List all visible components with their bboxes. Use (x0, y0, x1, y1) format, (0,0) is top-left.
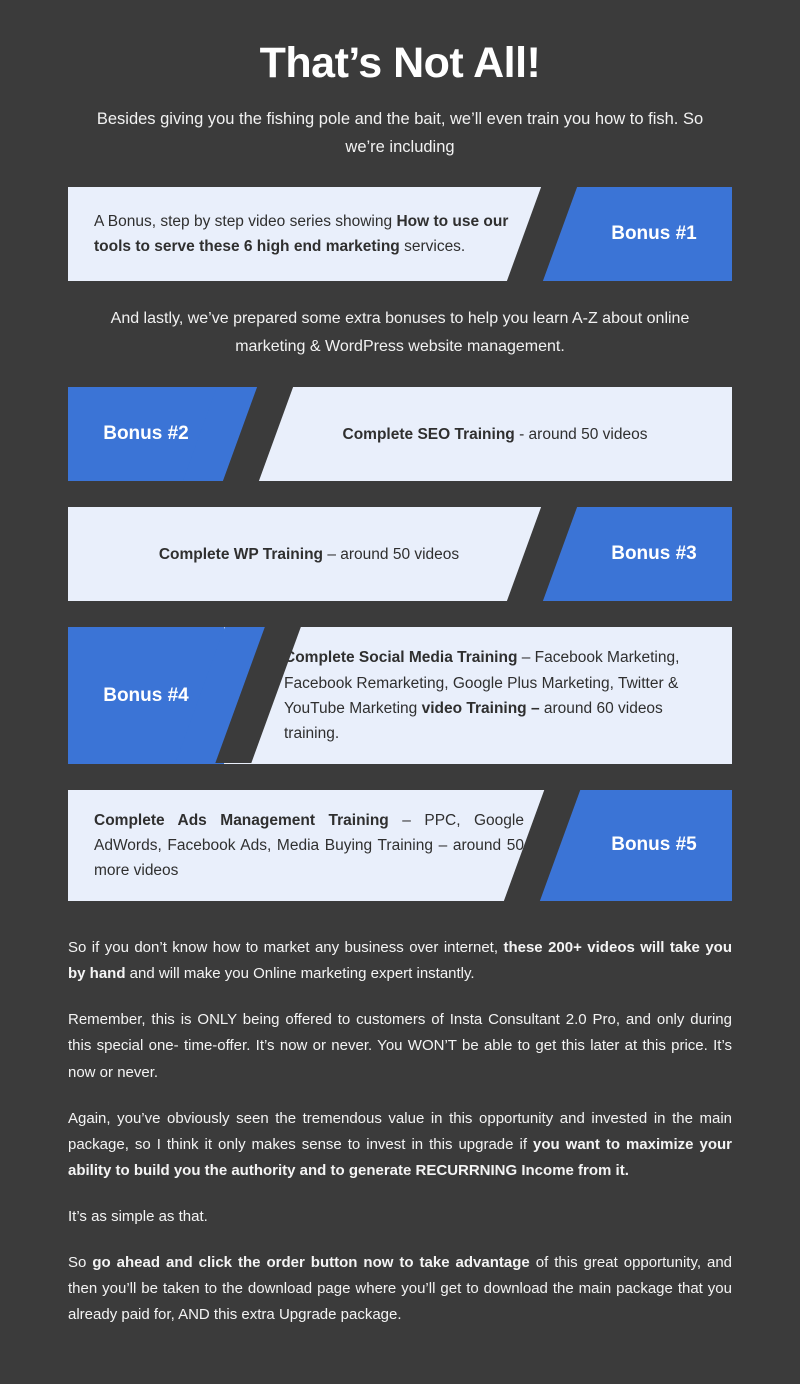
bonus-4-body (224, 627, 732, 763)
bonus-banner-1 (68, 187, 732, 281)
closing-p5-pre: So (68, 1254, 93, 1271)
bonus-3-tag-label: Bonus #3 (611, 543, 697, 565)
closing-p5-post: of this great opportunity, and then you’ll be taken to the download page where you’ll get to download the main package that you already paid for, AND this extra Upgrade package. (68, 1254, 733, 1324)
bonus-1-text-pre: A Bonus, step by step video series showing (94, 213, 397, 231)
bonus-3-text-post: – around 50 videos (323, 545, 460, 563)
closing-p1-post: and will make you Online marketing expert instantly. (125, 965, 475, 983)
bonus-4-tag-label: Bonus #4 (103, 684, 189, 706)
bonus-4-tag (68, 627, 224, 763)
page-subheading: Besides giving you the fishing pole and the bait, we’ll even train you how to fish. So we’re including (96, 110, 704, 157)
bonus-5-tag (576, 790, 732, 901)
closing-paragraph-4: It’s as simple as that. (68, 1207, 208, 1225)
closing-p1-bold: these 200+ videos will take you by hand (68, 939, 732, 983)
bonus-3-tag (576, 507, 732, 601)
closing-p1-pre: So if you don’t know how to market any business over internet, (68, 939, 504, 957)
closing-paragraph-3 (68, 1106, 732, 1184)
bonus-1-body (68, 187, 576, 281)
bonus-2-tag (68, 387, 224, 481)
bonus-5-tag-label: Bonus #5 (611, 834, 697, 856)
bonus-5-text-post: – PPC, Google AdWords, Facebook Ads, Media Buying Training – around 50 more videos (94, 811, 524, 880)
closing-copy (68, 935, 732, 1328)
closing-paragraph-2: Remember, this is ONLY being offered to customers of Insta Consultant 2.0 Pro, and only during this special one- time-offer. It’s now or never. You WON’T be able to get this later at this price. It’s now or never. (68, 1011, 732, 1081)
bonus-2-tag-label: Bonus #2 (103, 423, 189, 445)
bonus-1-tag (576, 187, 732, 281)
bonus-1-tag-label: Bonus #1 (611, 223, 697, 245)
bonus-3-body (68, 507, 576, 601)
bonus-1-text-bold: How to use our tools to serve these 6 high end marketing (94, 213, 509, 256)
bonus-banner-5 (68, 790, 732, 901)
bonus-banner-2 (68, 387, 732, 481)
bottom-spacer (68, 1328, 732, 1384)
mid-note: And lastly, we’ve prepared some extra bonuses to help you learn A-Z about online marketing & WordPress website management. (110, 310, 690, 356)
bonus-banner-4 (68, 627, 732, 763)
bonus-4-text-mid: – Facebook Marketing, Facebook Remarketing, Google Plus Marketing, Twitter & YouTube Marketing (284, 649, 680, 717)
bonus-5-text-bold: Complete Ads Management Training (94, 811, 389, 829)
bonus-5-body (68, 790, 576, 901)
bonus-1-text-post: services. (399, 238, 466, 256)
bonus-2-text-post: - around 50 videos (514, 425, 648, 443)
page-title: That’s Not All! (259, 39, 541, 87)
bonus-4-text-bold2: video Training – (421, 699, 540, 717)
bonus-3-text-bold: Complete WP Training (158, 545, 324, 563)
closing-paragraph-1 (68, 935, 732, 987)
bonus-banner-3 (68, 507, 732, 601)
bonus-4-text-post: around 60 videos training. (284, 699, 663, 742)
bonus-2-text-bold: Complete SEO Training (342, 425, 515, 443)
closing-p5-bold: go ahead and click the order button now to take advantage (92, 1254, 530, 1271)
bonus-2-body (224, 387, 732, 481)
closing-paragraph-5 (68, 1250, 732, 1328)
closing-p3-pre: Again, you’ve obviously seen the tremendous value in this opportunity and invested in the main package, so I think it only makes sense to invest in this upgrade if (68, 1109, 732, 1153)
closing-p3-bold: you want to maximize your ability to build you the authority and to generate RECURRNING Income from it. (68, 1135, 733, 1179)
bonus-4-text-bold: Complete Social Media Training (284, 649, 518, 667)
